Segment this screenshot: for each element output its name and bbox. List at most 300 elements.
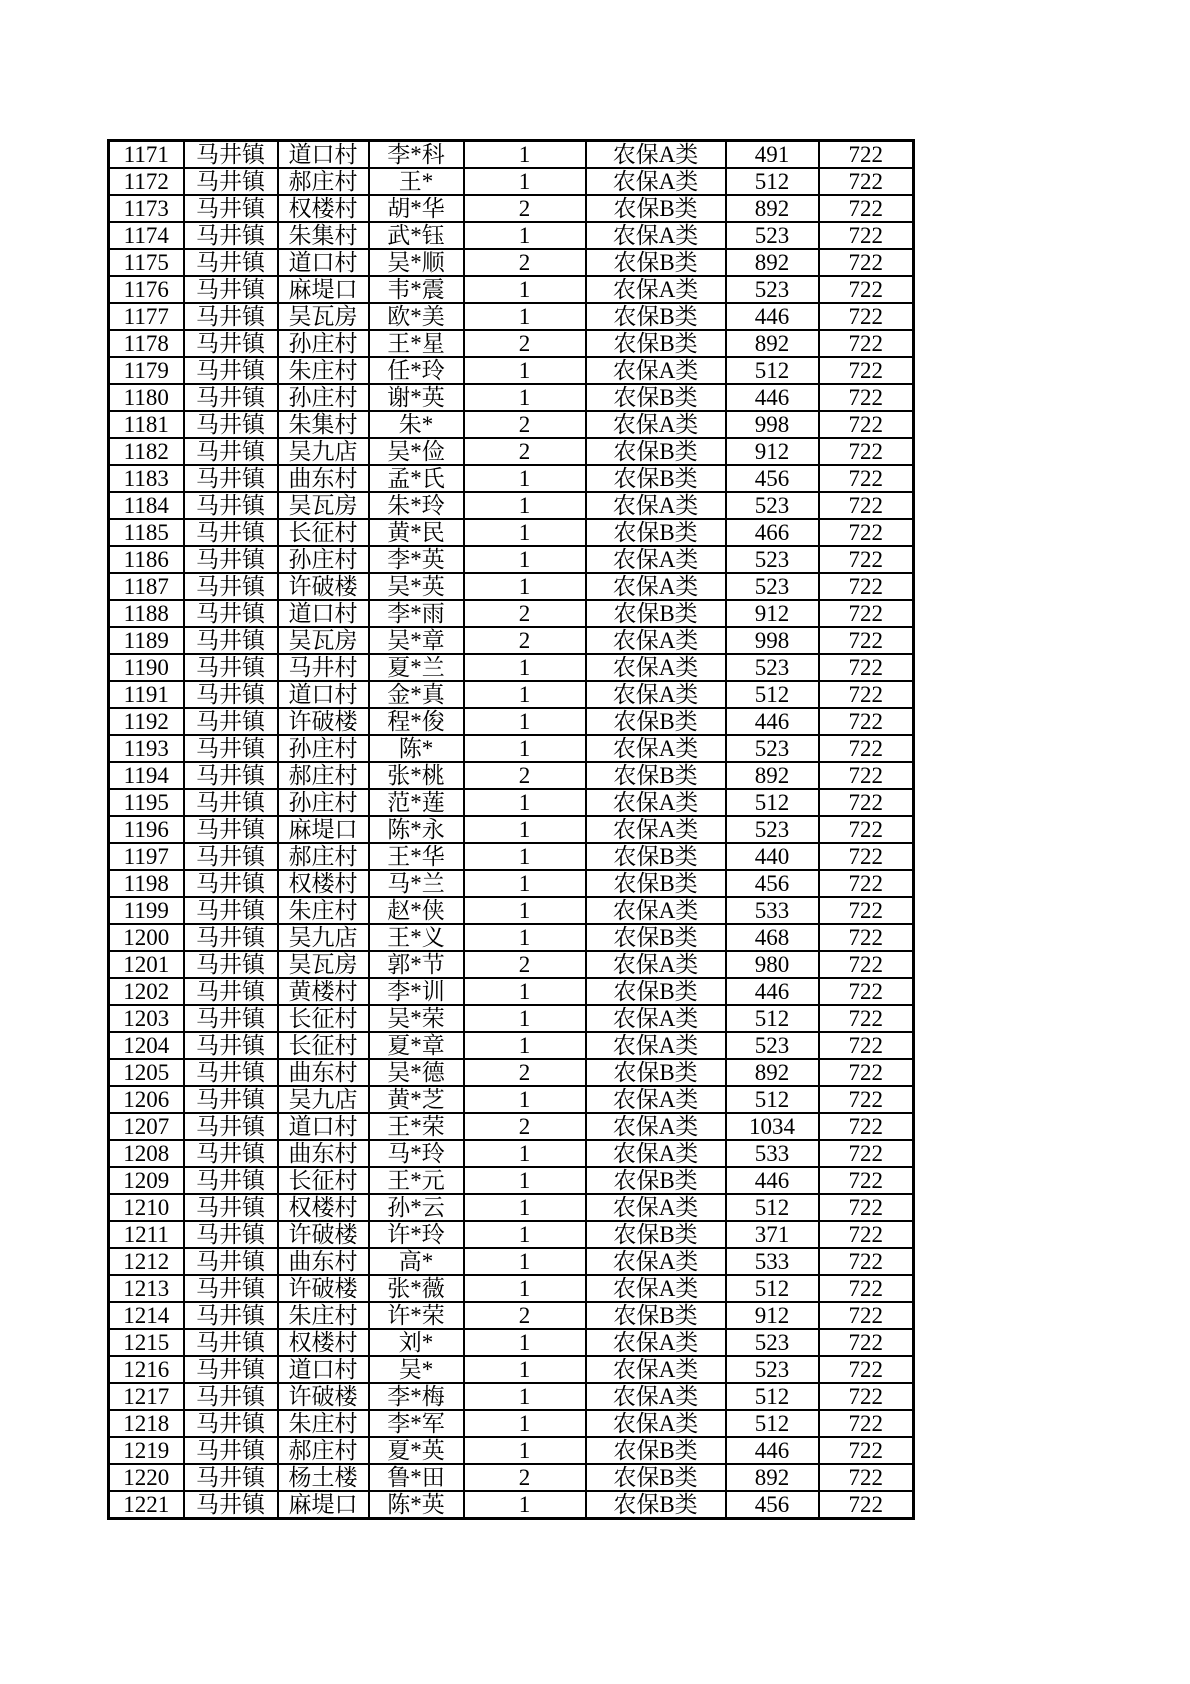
amount-cell: 512 bbox=[726, 1410, 819, 1437]
amount-cell: 523 bbox=[726, 492, 819, 519]
town-cell: 马井镇 bbox=[184, 1410, 278, 1437]
insurance-type-cell: 农保A类 bbox=[586, 1194, 726, 1221]
row-id-cell: 1177 bbox=[109, 303, 184, 330]
village-cell: 许破楼 bbox=[278, 1275, 369, 1302]
count-cell: 1 bbox=[464, 1086, 586, 1113]
count-cell: 2 bbox=[464, 1059, 586, 1086]
amount-cell: 491 bbox=[726, 141, 819, 169]
town-cell: 马井镇 bbox=[184, 762, 278, 789]
insurance-type-cell: 农保B类 bbox=[586, 465, 726, 492]
village-cell: 孙庄村 bbox=[278, 384, 369, 411]
insurance-type-cell: 农保B类 bbox=[586, 1302, 726, 1329]
table-row bbox=[109, 1437, 914, 1464]
insurance-type-cell: 农保A类 bbox=[586, 654, 726, 681]
row-id-cell: 1175 bbox=[109, 249, 184, 276]
village-cell: 麻堤口 bbox=[278, 1491, 369, 1519]
count-cell: 2 bbox=[464, 249, 586, 276]
amount-cell: 512 bbox=[726, 1275, 819, 1302]
table-row bbox=[109, 411, 914, 438]
count-cell: 2 bbox=[464, 411, 586, 438]
town-cell: 马井镇 bbox=[184, 573, 278, 600]
town-cell: 马井镇 bbox=[184, 789, 278, 816]
amount-cell: 533 bbox=[726, 897, 819, 924]
standard-cell: 722 bbox=[819, 1302, 914, 1329]
village-cell: 曲东村 bbox=[278, 465, 369, 492]
amount-cell: 446 bbox=[726, 303, 819, 330]
village-cell: 朱庄村 bbox=[278, 357, 369, 384]
row-id-cell: 1221 bbox=[109, 1491, 184, 1519]
village-cell: 孙庄村 bbox=[278, 735, 369, 762]
insurance-type-cell: 农保B类 bbox=[586, 1059, 726, 1086]
row-id-cell: 1187 bbox=[109, 573, 184, 600]
insurance-type-cell: 农保A类 bbox=[586, 411, 726, 438]
standard-cell: 722 bbox=[819, 141, 914, 169]
count-cell: 1 bbox=[464, 789, 586, 816]
table-row bbox=[109, 843, 914, 870]
insurance-type-cell: 农保A类 bbox=[586, 1032, 726, 1059]
row-id-cell: 1191 bbox=[109, 681, 184, 708]
table-row bbox=[109, 708, 914, 735]
standard-cell: 722 bbox=[819, 897, 914, 924]
insurance-type-cell: 农保A类 bbox=[586, 357, 726, 384]
town-cell: 马井镇 bbox=[184, 897, 278, 924]
table-row bbox=[109, 1059, 914, 1086]
standard-cell: 722 bbox=[819, 870, 914, 897]
amount-cell: 446 bbox=[726, 384, 819, 411]
standard-cell: 722 bbox=[819, 1275, 914, 1302]
count-cell: 1 bbox=[464, 1491, 586, 1519]
table-body bbox=[109, 141, 914, 1519]
row-id-cell: 1195 bbox=[109, 789, 184, 816]
count-cell: 2 bbox=[464, 627, 586, 654]
town-cell: 马井镇 bbox=[184, 195, 278, 222]
person-name-cell: 朱*玲 bbox=[369, 492, 464, 519]
standard-cell: 722 bbox=[819, 843, 914, 870]
person-name-cell: 吴*章 bbox=[369, 627, 464, 654]
table-row bbox=[109, 195, 914, 222]
town-cell: 马井镇 bbox=[184, 600, 278, 627]
row-id-cell: 1212 bbox=[109, 1248, 184, 1275]
amount-cell: 512 bbox=[726, 1383, 819, 1410]
village-cell: 孙庄村 bbox=[278, 330, 369, 357]
row-id-cell: 1180 bbox=[109, 384, 184, 411]
person-name-cell: 王*元 bbox=[369, 1167, 464, 1194]
row-id-cell: 1209 bbox=[109, 1167, 184, 1194]
insurance-type-cell: 农保A类 bbox=[586, 1248, 726, 1275]
table-row bbox=[109, 249, 914, 276]
person-name-cell: 吴*顺 bbox=[369, 249, 464, 276]
standard-cell: 722 bbox=[819, 1086, 914, 1113]
village-cell: 长征村 bbox=[278, 1167, 369, 1194]
row-id-cell: 1186 bbox=[109, 546, 184, 573]
amount-cell: 446 bbox=[726, 1437, 819, 1464]
amount-cell: 523 bbox=[726, 222, 819, 249]
village-cell: 许破楼 bbox=[278, 573, 369, 600]
person-name-cell: 程*俊 bbox=[369, 708, 464, 735]
village-cell: 权楼村 bbox=[278, 870, 369, 897]
row-id-cell: 1196 bbox=[109, 816, 184, 843]
amount-cell: 523 bbox=[726, 816, 819, 843]
village-cell: 孙庄村 bbox=[278, 546, 369, 573]
village-cell: 郝庄村 bbox=[278, 168, 369, 195]
count-cell: 1 bbox=[464, 924, 586, 951]
town-cell: 马井镇 bbox=[184, 1059, 278, 1086]
table-row bbox=[109, 1275, 914, 1302]
standard-cell: 722 bbox=[819, 411, 914, 438]
standard-cell: 722 bbox=[819, 627, 914, 654]
village-cell: 吴瓦房 bbox=[278, 627, 369, 654]
person-name-cell: 许*荣 bbox=[369, 1302, 464, 1329]
insurance-type-cell: 农保A类 bbox=[586, 141, 726, 169]
insurance-type-cell: 农保B类 bbox=[586, 924, 726, 951]
town-cell: 马井镇 bbox=[184, 1032, 278, 1059]
table-row bbox=[109, 384, 914, 411]
count-cell: 1 bbox=[464, 168, 586, 195]
person-name-cell: 许*玲 bbox=[369, 1221, 464, 1248]
town-cell: 马井镇 bbox=[184, 1356, 278, 1383]
town-cell: 马井镇 bbox=[184, 1329, 278, 1356]
row-id-cell: 1217 bbox=[109, 1383, 184, 1410]
standard-cell: 722 bbox=[819, 681, 914, 708]
town-cell: 马井镇 bbox=[184, 627, 278, 654]
count-cell: 1 bbox=[464, 357, 586, 384]
amount-cell: 446 bbox=[726, 708, 819, 735]
person-name-cell: 王*华 bbox=[369, 843, 464, 870]
table-row bbox=[109, 492, 914, 519]
amount-cell: 446 bbox=[726, 1167, 819, 1194]
village-cell: 郝庄村 bbox=[278, 762, 369, 789]
person-name-cell: 吴* bbox=[369, 1356, 464, 1383]
amount-cell: 523 bbox=[726, 1329, 819, 1356]
town-cell: 马井镇 bbox=[184, 1140, 278, 1167]
standard-cell: 722 bbox=[819, 1032, 914, 1059]
row-id-cell: 1189 bbox=[109, 627, 184, 654]
insurance-type-cell: 农保A类 bbox=[586, 1410, 726, 1437]
person-name-cell: 武*钰 bbox=[369, 222, 464, 249]
person-name-cell: 陈*英 bbox=[369, 1491, 464, 1519]
table-row bbox=[109, 897, 914, 924]
town-cell: 马井镇 bbox=[184, 303, 278, 330]
row-id-cell: 1190 bbox=[109, 654, 184, 681]
standard-cell: 722 bbox=[819, 708, 914, 735]
insurance-type-cell: 农保A类 bbox=[586, 816, 726, 843]
town-cell: 马井镇 bbox=[184, 249, 278, 276]
insurance-type-cell: 农保A类 bbox=[586, 573, 726, 600]
village-cell: 吴瓦房 bbox=[278, 303, 369, 330]
town-cell: 马井镇 bbox=[184, 1383, 278, 1410]
village-cell: 朱庄村 bbox=[278, 1410, 369, 1437]
count-cell: 1 bbox=[464, 1140, 586, 1167]
insurance-type-cell: 农保A类 bbox=[586, 1356, 726, 1383]
standard-cell: 722 bbox=[819, 1464, 914, 1491]
row-id-cell: 1181 bbox=[109, 411, 184, 438]
amount-cell: 1034 bbox=[726, 1113, 819, 1140]
insurance-type-cell: 农保A类 bbox=[586, 897, 726, 924]
standard-cell: 722 bbox=[819, 249, 914, 276]
village-cell: 孙庄村 bbox=[278, 789, 369, 816]
insurance-type-cell: 农保B类 bbox=[586, 600, 726, 627]
count-cell: 1 bbox=[464, 519, 586, 546]
insurance-type-cell: 农保A类 bbox=[586, 735, 726, 762]
row-id-cell: 1200 bbox=[109, 924, 184, 951]
count-cell: 2 bbox=[464, 762, 586, 789]
town-cell: 马井镇 bbox=[184, 168, 278, 195]
count-cell: 1 bbox=[464, 141, 586, 169]
amount-cell: 512 bbox=[726, 1086, 819, 1113]
town-cell: 马井镇 bbox=[184, 1437, 278, 1464]
standard-cell: 722 bbox=[819, 1356, 914, 1383]
count-cell: 1 bbox=[464, 1194, 586, 1221]
town-cell: 马井镇 bbox=[184, 978, 278, 1005]
table-row bbox=[109, 816, 914, 843]
table-row bbox=[109, 735, 914, 762]
table-row bbox=[109, 1329, 914, 1356]
insurance-type-cell: 农保A类 bbox=[586, 1005, 726, 1032]
row-id-cell: 1215 bbox=[109, 1329, 184, 1356]
village-cell: 道口村 bbox=[278, 1113, 369, 1140]
amount-cell: 892 bbox=[726, 249, 819, 276]
village-cell: 吴九店 bbox=[278, 438, 369, 465]
table-container bbox=[107, 139, 915, 1520]
person-name-cell: 张*桃 bbox=[369, 762, 464, 789]
table-row bbox=[109, 1086, 914, 1113]
count-cell: 1 bbox=[464, 1221, 586, 1248]
person-name-cell: 朱* bbox=[369, 411, 464, 438]
person-name-cell: 韦*震 bbox=[369, 276, 464, 303]
count-cell: 1 bbox=[464, 1167, 586, 1194]
person-name-cell: 李*梅 bbox=[369, 1383, 464, 1410]
amount-cell: 512 bbox=[726, 1194, 819, 1221]
row-id-cell: 1172 bbox=[109, 168, 184, 195]
row-id-cell: 1207 bbox=[109, 1113, 184, 1140]
count-cell: 2 bbox=[464, 1464, 586, 1491]
person-name-cell: 孟*氏 bbox=[369, 465, 464, 492]
person-name-cell: 范*莲 bbox=[369, 789, 464, 816]
person-name-cell: 陈* bbox=[369, 735, 464, 762]
standard-cell: 722 bbox=[819, 978, 914, 1005]
row-id-cell: 1184 bbox=[109, 492, 184, 519]
town-cell: 马井镇 bbox=[184, 1302, 278, 1329]
insurance-type-cell: 农保B类 bbox=[586, 1437, 726, 1464]
amount-cell: 912 bbox=[726, 438, 819, 465]
row-id-cell: 1204 bbox=[109, 1032, 184, 1059]
person-name-cell: 李*训 bbox=[369, 978, 464, 1005]
person-name-cell: 黄*民 bbox=[369, 519, 464, 546]
standard-cell: 722 bbox=[819, 735, 914, 762]
table-row bbox=[109, 330, 914, 357]
village-cell: 朱集村 bbox=[278, 222, 369, 249]
standard-cell: 722 bbox=[819, 789, 914, 816]
town-cell: 马井镇 bbox=[184, 708, 278, 735]
standard-cell: 722 bbox=[819, 384, 914, 411]
person-name-cell: 马*玲 bbox=[369, 1140, 464, 1167]
insurance-type-cell: 农保B类 bbox=[586, 708, 726, 735]
town-cell: 马井镇 bbox=[184, 222, 278, 249]
row-id-cell: 1188 bbox=[109, 600, 184, 627]
table-row bbox=[109, 978, 914, 1005]
row-id-cell: 1173 bbox=[109, 195, 184, 222]
standard-cell: 722 bbox=[819, 1491, 914, 1519]
count-cell: 1 bbox=[464, 492, 586, 519]
town-cell: 马井镇 bbox=[184, 438, 278, 465]
village-cell: 道口村 bbox=[278, 600, 369, 627]
standard-cell: 722 bbox=[819, 951, 914, 978]
insurance-type-cell: 农保A类 bbox=[586, 1113, 726, 1140]
insurance-type-cell: 农保B类 bbox=[586, 249, 726, 276]
insurance-type-cell: 农保B类 bbox=[586, 1221, 726, 1248]
standard-cell: 722 bbox=[819, 1167, 914, 1194]
standard-cell: 722 bbox=[819, 546, 914, 573]
town-cell: 马井镇 bbox=[184, 924, 278, 951]
village-cell: 吴瓦房 bbox=[278, 951, 369, 978]
row-id-cell: 1171 bbox=[109, 141, 184, 169]
table-row bbox=[109, 1032, 914, 1059]
insurance-type-cell: 农保B类 bbox=[586, 843, 726, 870]
person-name-cell: 胡*华 bbox=[369, 195, 464, 222]
standard-cell: 722 bbox=[819, 924, 914, 951]
count-cell: 1 bbox=[464, 573, 586, 600]
count-cell: 2 bbox=[464, 330, 586, 357]
amount-cell: 523 bbox=[726, 546, 819, 573]
amount-cell: 512 bbox=[726, 168, 819, 195]
standard-cell: 722 bbox=[819, 492, 914, 519]
amount-cell: 892 bbox=[726, 330, 819, 357]
town-cell: 马井镇 bbox=[184, 330, 278, 357]
table-row bbox=[109, 1464, 914, 1491]
count-cell: 1 bbox=[464, 1248, 586, 1275]
amount-cell: 892 bbox=[726, 762, 819, 789]
standard-cell: 722 bbox=[819, 1437, 914, 1464]
village-cell: 吴九店 bbox=[278, 924, 369, 951]
standard-cell: 722 bbox=[819, 654, 914, 681]
town-cell: 马井镇 bbox=[184, 276, 278, 303]
table-row bbox=[109, 1302, 914, 1329]
amount-cell: 512 bbox=[726, 681, 819, 708]
count-cell: 1 bbox=[464, 1005, 586, 1032]
person-name-cell: 刘* bbox=[369, 1329, 464, 1356]
row-id-cell: 1192 bbox=[109, 708, 184, 735]
person-name-cell: 李*科 bbox=[369, 141, 464, 169]
insurance-type-cell: 农保B类 bbox=[586, 1491, 726, 1519]
insurance-type-cell: 农保A类 bbox=[586, 168, 726, 195]
table-row bbox=[109, 519, 914, 546]
table-row bbox=[109, 168, 914, 195]
amount-cell: 912 bbox=[726, 600, 819, 627]
insurance-type-cell: 农保A类 bbox=[586, 627, 726, 654]
row-id-cell: 1206 bbox=[109, 1086, 184, 1113]
insurance-type-cell: 农保B类 bbox=[586, 303, 726, 330]
person-name-cell: 王*星 bbox=[369, 330, 464, 357]
row-id-cell: 1185 bbox=[109, 519, 184, 546]
town-cell: 马井镇 bbox=[184, 735, 278, 762]
count-cell: 1 bbox=[464, 681, 586, 708]
person-name-cell: 夏*兰 bbox=[369, 654, 464, 681]
amount-cell: 512 bbox=[726, 789, 819, 816]
insurance-type-cell: 农保B类 bbox=[586, 384, 726, 411]
row-id-cell: 1216 bbox=[109, 1356, 184, 1383]
row-id-cell: 1174 bbox=[109, 222, 184, 249]
insurance-type-cell: 农保B类 bbox=[586, 1167, 726, 1194]
amount-cell: 912 bbox=[726, 1302, 819, 1329]
standard-cell: 722 bbox=[819, 762, 914, 789]
village-cell: 杨土楼 bbox=[278, 1464, 369, 1491]
person-name-cell: 吴*荣 bbox=[369, 1005, 464, 1032]
amount-cell: 456 bbox=[726, 870, 819, 897]
pension-record-table bbox=[107, 139, 915, 1520]
row-id-cell: 1202 bbox=[109, 978, 184, 1005]
standard-cell: 722 bbox=[819, 1140, 914, 1167]
row-id-cell: 1179 bbox=[109, 357, 184, 384]
village-cell: 权楼村 bbox=[278, 1329, 369, 1356]
table-row bbox=[109, 1005, 914, 1032]
person-name-cell: 任*玲 bbox=[369, 357, 464, 384]
count-cell: 1 bbox=[464, 222, 586, 249]
standard-cell: 722 bbox=[819, 600, 914, 627]
row-id-cell: 1210 bbox=[109, 1194, 184, 1221]
row-id-cell: 1214 bbox=[109, 1302, 184, 1329]
amount-cell: 892 bbox=[726, 1464, 819, 1491]
person-name-cell: 王*荣 bbox=[369, 1113, 464, 1140]
insurance-type-cell: 农保A类 bbox=[586, 222, 726, 249]
count-cell: 1 bbox=[464, 1329, 586, 1356]
person-name-cell: 欧*美 bbox=[369, 303, 464, 330]
amount-cell: 512 bbox=[726, 1005, 819, 1032]
insurance-type-cell: 农保A类 bbox=[586, 1329, 726, 1356]
count-cell: 1 bbox=[464, 1275, 586, 1302]
table-row bbox=[109, 1140, 914, 1167]
village-cell: 黄楼村 bbox=[278, 978, 369, 1005]
amount-cell: 523 bbox=[726, 1032, 819, 1059]
table-row bbox=[109, 438, 914, 465]
person-name-cell: 张*薇 bbox=[369, 1275, 464, 1302]
table-row bbox=[109, 789, 914, 816]
table-row bbox=[109, 1221, 914, 1248]
table-row bbox=[109, 1383, 914, 1410]
count-cell: 1 bbox=[464, 303, 586, 330]
standard-cell: 722 bbox=[819, 816, 914, 843]
amount-cell: 456 bbox=[726, 1491, 819, 1519]
person-name-cell: 吴*英 bbox=[369, 573, 464, 600]
count-cell: 2 bbox=[464, 600, 586, 627]
village-cell: 朱集村 bbox=[278, 411, 369, 438]
table-row bbox=[109, 141, 914, 169]
row-id-cell: 1219 bbox=[109, 1437, 184, 1464]
person-name-cell: 李*英 bbox=[369, 546, 464, 573]
town-cell: 马井镇 bbox=[184, 1464, 278, 1491]
person-name-cell: 孙*云 bbox=[369, 1194, 464, 1221]
village-cell: 道口村 bbox=[278, 1356, 369, 1383]
person-name-cell: 夏*英 bbox=[369, 1437, 464, 1464]
standard-cell: 722 bbox=[819, 357, 914, 384]
insurance-type-cell: 农保A类 bbox=[586, 951, 726, 978]
person-name-cell: 郭*节 bbox=[369, 951, 464, 978]
village-cell: 吴瓦房 bbox=[278, 492, 369, 519]
insurance-type-cell: 农保B类 bbox=[586, 195, 726, 222]
count-cell: 1 bbox=[464, 384, 586, 411]
insurance-type-cell: 农保B类 bbox=[586, 1464, 726, 1491]
count-cell: 1 bbox=[464, 897, 586, 924]
row-id-cell: 1194 bbox=[109, 762, 184, 789]
village-cell: 麻堤口 bbox=[278, 276, 369, 303]
row-id-cell: 1211 bbox=[109, 1221, 184, 1248]
insurance-type-cell: 农保B类 bbox=[586, 330, 726, 357]
table-row bbox=[109, 465, 914, 492]
village-cell: 长征村 bbox=[278, 1005, 369, 1032]
insurance-type-cell: 农保A类 bbox=[586, 1086, 726, 1113]
standard-cell: 722 bbox=[819, 195, 914, 222]
insurance-type-cell: 农保B类 bbox=[586, 438, 726, 465]
row-id-cell: 1213 bbox=[109, 1275, 184, 1302]
